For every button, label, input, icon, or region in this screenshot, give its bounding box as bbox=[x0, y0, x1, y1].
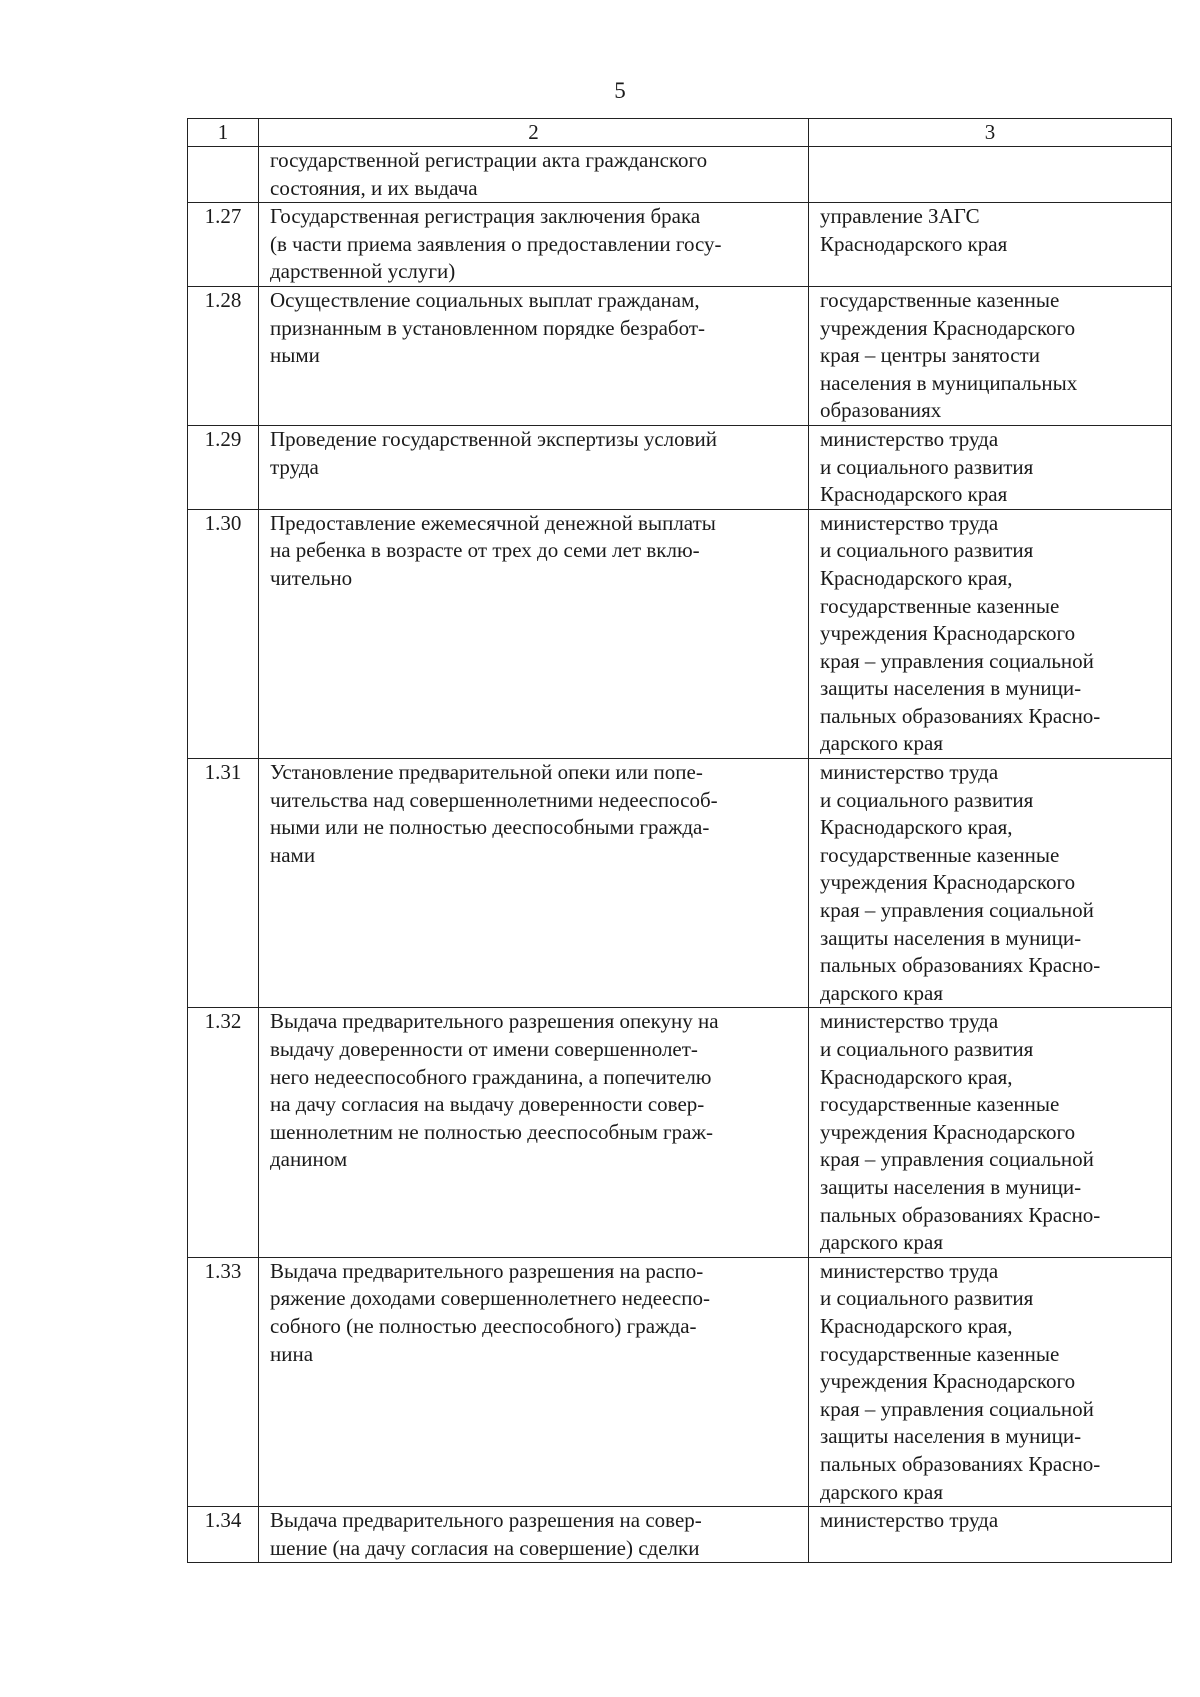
service-name: Проведение государственной экспертизы условий труда bbox=[259, 425, 809, 509]
table-row bbox=[188, 1507, 1172, 1563]
service-name: Установление предварительной опеки или попе- чительства над совершеннолетними недееспособ- ными или не полностью дееспособными гражда- нами bbox=[259, 759, 809, 1008]
service-name: Предоставление ежемесячной денежной выплаты на ребенка в возрасте от трех до семи лет вклю- чительно bbox=[259, 509, 809, 758]
row-number: 1.27 bbox=[188, 203, 259, 287]
responsible-authority: министерство труда и социального развития Краснодарского края, государственные казенные учреждения Краснодарского края – управления социальной защиты населения в муници- пальных образованиях Красно- дарского края bbox=[809, 1257, 1172, 1506]
table-header-row bbox=[188, 119, 1172, 147]
header-col-1: 1 bbox=[188, 119, 259, 147]
table-row bbox=[188, 203, 1172, 287]
responsible-authority: министерство труда и социального развития Краснодарского края, государственные казенные учреждения Краснодарского края – управления социальной защиты населения в муници- пальных образованиях Красно- дарского края bbox=[809, 1008, 1172, 1257]
service-name: Выдача предварительного разрешения на совер- шение (на дачу согласия на совершение) сделки bbox=[259, 1507, 809, 1563]
responsible-authority: управление ЗАГС Краснодарского края bbox=[809, 203, 1172, 287]
table-row bbox=[188, 509, 1172, 758]
service-name: Выдача предварительного разрешения на распо- ряжение доходами совершеннолетнего недееспо- собного (не полностью дееспособного) гражда- нина bbox=[259, 1257, 809, 1506]
responsible-authority bbox=[809, 147, 1172, 203]
header-col-3: 3 bbox=[809, 119, 1172, 147]
row-number: 1.33 bbox=[188, 1257, 259, 1506]
row-number: 1.29 bbox=[188, 425, 259, 509]
service-name: Осуществление социальных выплат гражданам, признанным в установленном порядке безработ- ными bbox=[259, 286, 809, 425]
header-col-2: 2 bbox=[259, 119, 809, 147]
row-number: 1.34 bbox=[188, 1507, 259, 1563]
services-table bbox=[187, 118, 1172, 1563]
page-number: 5 bbox=[614, 78, 626, 103]
row-number: 1.31 bbox=[188, 759, 259, 1008]
responsible-authority: министерство труда и социального развития Краснодарского края, государственные казенные учреждения Краснодарского края – управления социальной защиты населения в муници- пальных образованиях Красно- дарского края bbox=[809, 509, 1172, 758]
row-number: 1.28 bbox=[188, 286, 259, 425]
row-number bbox=[188, 147, 259, 203]
table-row bbox=[188, 759, 1172, 1008]
service-name: Выдача предварительного разрешения опекуну на выдачу доверенности от имени совершеннолет- него недееспособного гражданина, а попечителю на дачу согласия на выдачу доверенности совер- шеннолетним не полностью дееспособным граж- данином bbox=[259, 1008, 809, 1257]
table-row bbox=[188, 1257, 1172, 1506]
table-row bbox=[188, 425, 1172, 509]
table-row bbox=[188, 147, 1172, 203]
responsible-authority: министерство труда и социального развития Краснодарского края, государственные казенные учреждения Краснодарского края – управления социальной защиты населения в муници- пальных образованиях Красно- дарского края bbox=[809, 759, 1172, 1008]
service-name: Государственная регистрация заключения брака (в части приема заявления о предоставлении госу- дарственной услуги) bbox=[259, 203, 809, 287]
row-number: 1.32 bbox=[188, 1008, 259, 1257]
responsible-authority: министерство труда bbox=[809, 1507, 1172, 1563]
table-row bbox=[188, 1008, 1172, 1257]
service-name: государственной регистрации акта гражданского состояния, и их выдача bbox=[259, 147, 809, 203]
row-number: 1.30 bbox=[188, 509, 259, 758]
responsible-authority: министерство труда и социального развития Краснодарского края bbox=[809, 425, 1172, 509]
table-row bbox=[188, 286, 1172, 425]
responsible-authority: государственные казенные учреждения Краснодарского края – центры занятости населения в муниципальных образованиях bbox=[809, 286, 1172, 425]
